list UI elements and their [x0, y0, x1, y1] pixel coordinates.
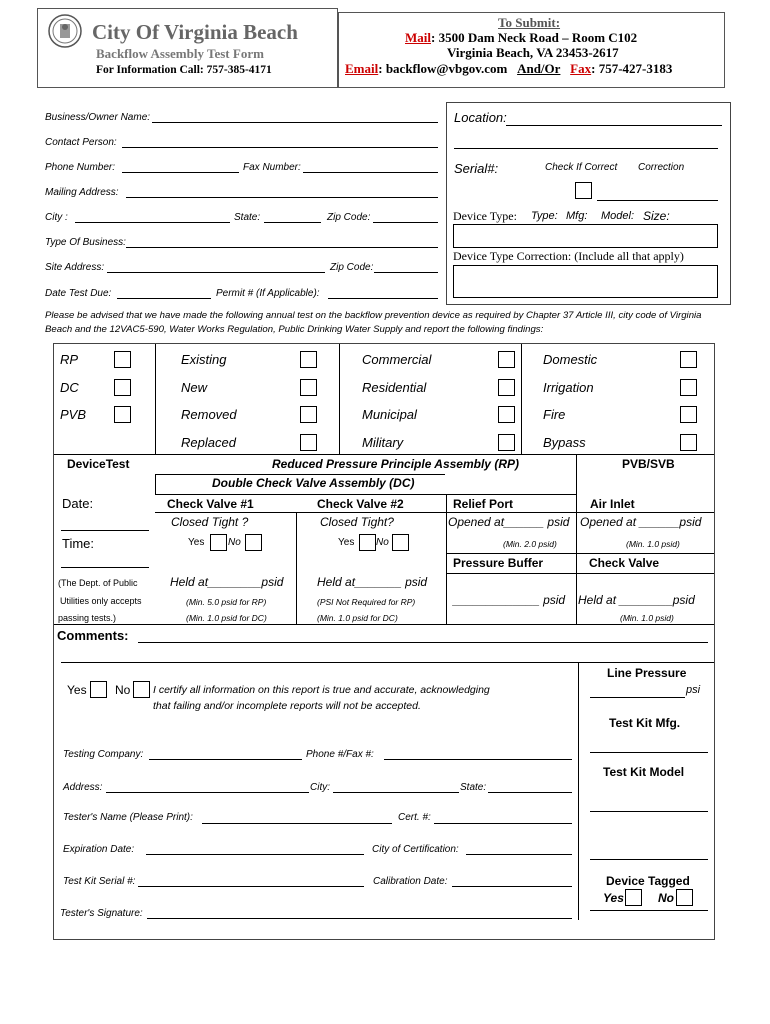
phone-field[interactable]: [122, 172, 239, 173]
location-label: Location:: [454, 110, 507, 125]
dept-note-1: (The Dept. of Public: [58, 578, 138, 588]
fax-label-field: Fax Number:: [243, 162, 301, 173]
kit-model-field[interactable]: [590, 811, 708, 812]
email-value[interactable]: : backflow@vbgov.com: [378, 61, 508, 76]
tagged-bottom-line: [590, 910, 708, 911]
cv2-yes-checkbox[interactable]: [359, 534, 376, 551]
kit-extra-field[interactable]: [590, 859, 708, 860]
tester-state-field[interactable]: [488, 792, 572, 793]
irrigation-checkbox[interactable]: [680, 379, 697, 396]
certify-yes: Yes: [67, 683, 87, 697]
opt-municipal: Municipal: [362, 407, 417, 422]
opt-divider-3: [521, 344, 522, 454]
mfg-label: Mfg:: [566, 210, 588, 222]
cv1-no-checkbox[interactable]: [245, 534, 262, 551]
check-correct-label: Check If Correct: [545, 162, 618, 173]
serial-label: Serial#:: [454, 161, 499, 176]
tester-name-field[interactable]: [202, 823, 392, 824]
cv1-min-rp: (Min. 5.0 psid for RP): [186, 597, 267, 607]
kit-mfg-field[interactable]: [590, 752, 708, 753]
pb-sub-line: [446, 573, 714, 574]
air-inlet-header: Air Inlet: [590, 497, 635, 511]
business-owner-field[interactable]: [152, 122, 438, 123]
cv2-min-dc: (Min. 1.0 psid for DC): [317, 613, 398, 623]
date-due-label: Date Test Due:: [45, 288, 112, 299]
new-checkbox[interactable]: [300, 379, 317, 396]
date-due-field[interactable]: [117, 298, 211, 299]
calibration-field[interactable]: [452, 886, 572, 887]
email-label: Email: [345, 61, 379, 76]
cv1-yes-checkbox[interactable]: [210, 534, 227, 551]
pvb-checkbox[interactable]: [114, 406, 131, 423]
municipal-checkbox[interactable]: [498, 406, 515, 423]
closed-tight-1: Closed Tight ?: [171, 515, 249, 529]
cv2-no: No: [376, 537, 389, 548]
opt-bypass: Bypass: [543, 435, 586, 450]
location-field-2[interactable]: [454, 148, 718, 149]
location-field[interactable]: [506, 125, 722, 126]
bypass-checkbox[interactable]: [680, 434, 697, 451]
correction-label: Correction: [638, 162, 685, 173]
calibration-label: Calibration Date:: [373, 876, 448, 887]
kit-serial-field[interactable]: [138, 886, 364, 887]
cv2-psi-not-req: (PSI Not Required for RP): [317, 597, 416, 607]
city-label: City :: [45, 212, 68, 223]
opt-commercial: Commercial: [362, 352, 432, 367]
site-address-label: Site Address:: [45, 262, 105, 273]
tester-state-label: State:: [460, 782, 487, 793]
tester-address-field[interactable]: [106, 792, 309, 793]
mail-line: [405, 30, 637, 46]
contact-person-field[interactable]: [122, 147, 438, 148]
permit-field[interactable]: [328, 298, 438, 299]
serial-correction-field[interactable]: [597, 200, 718, 201]
opt-military: Military: [362, 435, 404, 450]
line-pressure-label: Line Pressure: [607, 666, 687, 680]
zip-label: Zip Code:: [327, 212, 371, 223]
signature-label: Tester's Signature:: [60, 908, 143, 919]
cv1-no: No: [228, 537, 241, 548]
type-label: Type:: [531, 210, 558, 222]
rp-header: Reduced Pressure Principle Assembly (RP): [272, 457, 519, 471]
dc-header: Double Check Valve Assembly (DC): [212, 476, 415, 490]
cv-held-at: Held at ________psid: [578, 593, 695, 607]
tester-address-label: Address:: [63, 782, 103, 793]
site-zip-label: Zip Code:: [330, 262, 374, 273]
mail-label: Mail: [405, 30, 431, 45]
relief-port-header: Relief Port: [453, 497, 514, 511]
psi-label: psi: [686, 684, 701, 696]
device-tagged-label: Device Tagged: [606, 874, 690, 888]
comments-top-line: [54, 624, 714, 625]
signature-field[interactable]: [147, 918, 572, 919]
cv2-no-checkbox[interactable]: [392, 534, 409, 551]
device-test-label: DeviceTest: [67, 457, 130, 471]
device-type-label: Device Type:: [453, 209, 517, 223]
permit-label: Permit # (If Applicable):: [216, 288, 320, 299]
air-min: (Min. 1.0 psid): [626, 539, 680, 549]
date-field[interactable]: [61, 530, 149, 531]
kit-serial-label: Test Kit Serial #:: [63, 876, 136, 887]
date-label: Date:: [62, 496, 94, 511]
city-seal-logo: [48, 14, 82, 48]
mail-city: Virginia Beach, VA 23453-2617: [447, 45, 619, 60]
cv2-header: Check Valve #2: [317, 497, 404, 511]
notice-text: Please be advised that we have made the following annual test on the backflow prevention device as required by Chapter 37 Article III, city code of Virginia Beach and the 12VAC5-590, Water Works Regulation, Public Drinking Water Supply and report the following findings:: [45, 310, 702, 335]
tbl-v-relief: [446, 494, 447, 624]
certify-text-2: that failing and/or incomplete reports will not be accepted.: [153, 700, 421, 712]
commercial-checkbox[interactable]: [498, 351, 515, 368]
state-field[interactable]: [264, 222, 321, 223]
comments-field-1[interactable]: [138, 642, 708, 643]
check-valve-header: Check Valve: [589, 556, 660, 570]
certify-no: No: [115, 683, 131, 697]
pb-line: [446, 553, 714, 554]
relief-min: (Min. 2.0 psid): [503, 539, 557, 549]
tagged-no-checkbox[interactable]: [676, 889, 693, 906]
device-correction-field[interactable]: [453, 265, 718, 298]
cv-header-line: [155, 494, 576, 495]
city-field[interactable]: [75, 222, 230, 223]
opt-new: New: [181, 380, 208, 395]
business-owner-label: Business/Owner Name:: [45, 112, 151, 123]
dc-checkbox[interactable]: [114, 379, 131, 396]
form-title: Backflow Assembly Test Form: [96, 46, 264, 61]
tagged-yes: Yes: [603, 891, 624, 905]
time-field[interactable]: [61, 567, 149, 568]
air-opened-at: Opened at ______psid: [580, 515, 702, 529]
mailing-address-field[interactable]: [126, 197, 438, 198]
tester-city-field[interactable]: [333, 792, 459, 793]
cv1-yes: Yes: [188, 537, 205, 548]
cv1-header: Check Valve #1: [167, 497, 254, 511]
device-type-field[interactable]: [453, 224, 718, 248]
expiration-label: Expiration Date:: [63, 844, 135, 855]
opt-removed: Removed: [181, 407, 237, 422]
city-cert-field[interactable]: [466, 854, 572, 855]
cv1-min-dc: (Min. 1.0 psid for DC): [186, 613, 267, 623]
test-top-line: [54, 454, 714, 455]
cert-label: Cert. #:: [398, 812, 431, 823]
tagged-yes-checkbox[interactable]: [625, 889, 642, 906]
phone-label: Phone Number:: [45, 162, 116, 173]
opt-residential: Residential: [362, 380, 427, 395]
opt-fire: Fire: [543, 407, 566, 422]
site-address-field[interactable]: [107, 272, 325, 273]
contact-person-label: Contact Person:: [45, 137, 117, 148]
dc-top-line: [155, 474, 445, 475]
model-label: Model:: [601, 210, 635, 222]
city-title: City Of Virginia Beach: [92, 20, 298, 44]
zip-field[interactable]: [373, 222, 438, 223]
rp-checkbox[interactable]: [114, 351, 131, 368]
phone-fax-field[interactable]: [384, 759, 572, 760]
serial-correct-checkbox[interactable]: [575, 182, 592, 199]
tbl-v-pvb: [576, 454, 577, 624]
opt-replaced: Replaced: [181, 435, 236, 450]
closed-tight-2: Closed Tight?: [320, 515, 394, 529]
opt-domestic: Domestic: [543, 352, 598, 367]
opt-rp: RP: [60, 352, 79, 367]
dept-note-2: Utilities only accepts: [60, 596, 142, 606]
dc-box-left: [155, 474, 156, 494]
phone-fax-label: Phone #/Fax #:: [306, 749, 374, 760]
opt-pvb: PVB: [60, 407, 87, 422]
site-zip-field[interactable]: [374, 272, 438, 273]
fax-label: Fax: [570, 61, 592, 76]
company-field[interactable]: [149, 759, 302, 760]
opt-divider-2: [339, 344, 340, 454]
pressure-buffer-header: Pressure Buffer: [453, 556, 544, 570]
pb-psid: _____________ psid: [453, 593, 566, 607]
military-checkbox[interactable]: [498, 434, 515, 451]
city-cert-label: City of Certification:: [372, 844, 459, 855]
fire-checkbox[interactable]: [680, 406, 697, 423]
type-business-field[interactable]: [126, 247, 438, 248]
opt-divider-1: [155, 344, 156, 454]
certify-no-checkbox[interactable]: [133, 681, 150, 698]
cv2-held-at: Held at_______ psid: [317, 575, 428, 589]
type-business-label: Type Of Business:: [45, 237, 126, 248]
mail-address: : 3500 Dam Neck Road – Room C102: [431, 30, 638, 45]
cv-min: (Min. 1.0 psid): [620, 613, 674, 623]
fax-field[interactable]: [303, 172, 438, 173]
kit-model-label: Test Kit Model: [603, 765, 685, 779]
removed-checkbox[interactable]: [300, 406, 317, 423]
fax-value: : 757-427-3183: [591, 61, 673, 76]
comments-label: Comments:: [57, 628, 129, 643]
state-label: State:: [234, 212, 261, 223]
info-call: For Information Call: 757-385-4171: [96, 64, 272, 76]
pvb-header: PVB/SVB: [622, 457, 675, 471]
opt-irrigation: Irrigation: [543, 380, 594, 395]
cv1-held-at: Held at________psid: [170, 575, 284, 589]
cv2-yes: Yes: [338, 537, 355, 548]
mailing-address-label: Mailing Address:: [45, 187, 119, 198]
dept-note-3: passing tests.): [58, 613, 117, 623]
side-panel-top: [578, 662, 714, 663]
relief-opened-at: Opened at______ psid: [448, 515, 570, 529]
opt-existing: Existing: [181, 352, 227, 367]
kit-mfg-label: Test Kit Mfg.: [609, 716, 681, 730]
cert-field[interactable]: [434, 823, 572, 824]
expiration-field[interactable]: [146, 854, 364, 855]
cv-sub-line: [155, 512, 714, 513]
residential-checkbox[interactable]: [498, 379, 515, 396]
size-label: Size:: [643, 209, 670, 223]
domestic-checkbox[interactable]: [680, 351, 697, 368]
certify-yes-checkbox[interactable]: [90, 681, 107, 698]
certify-text-1: I certify all information on this report is true and accurate, acknowledging: [153, 684, 490, 696]
tester-city-label: City:: [310, 782, 330, 793]
existing-checkbox[interactable]: [300, 351, 317, 368]
company-label: Testing Company:: [63, 749, 144, 760]
replaced-checkbox[interactable]: [300, 434, 317, 451]
and-or: And/Or: [517, 61, 561, 76]
tbl-v-cv2: [296, 512, 297, 624]
side-panel-left: [578, 662, 579, 920]
tagged-no: No: [658, 891, 674, 905]
opt-dc: DC: [60, 380, 79, 395]
line-pressure-field[interactable]: [590, 697, 685, 698]
to-submit: To Submit:: [498, 15, 561, 30]
email-line: [345, 61, 672, 77]
time-label: Time:: [62, 536, 95, 551]
device-correction-label: Device Type Correction: (Include all that apply): [453, 249, 684, 263]
tester-name-label: Tester's Name (Please Print):: [63, 812, 193, 823]
